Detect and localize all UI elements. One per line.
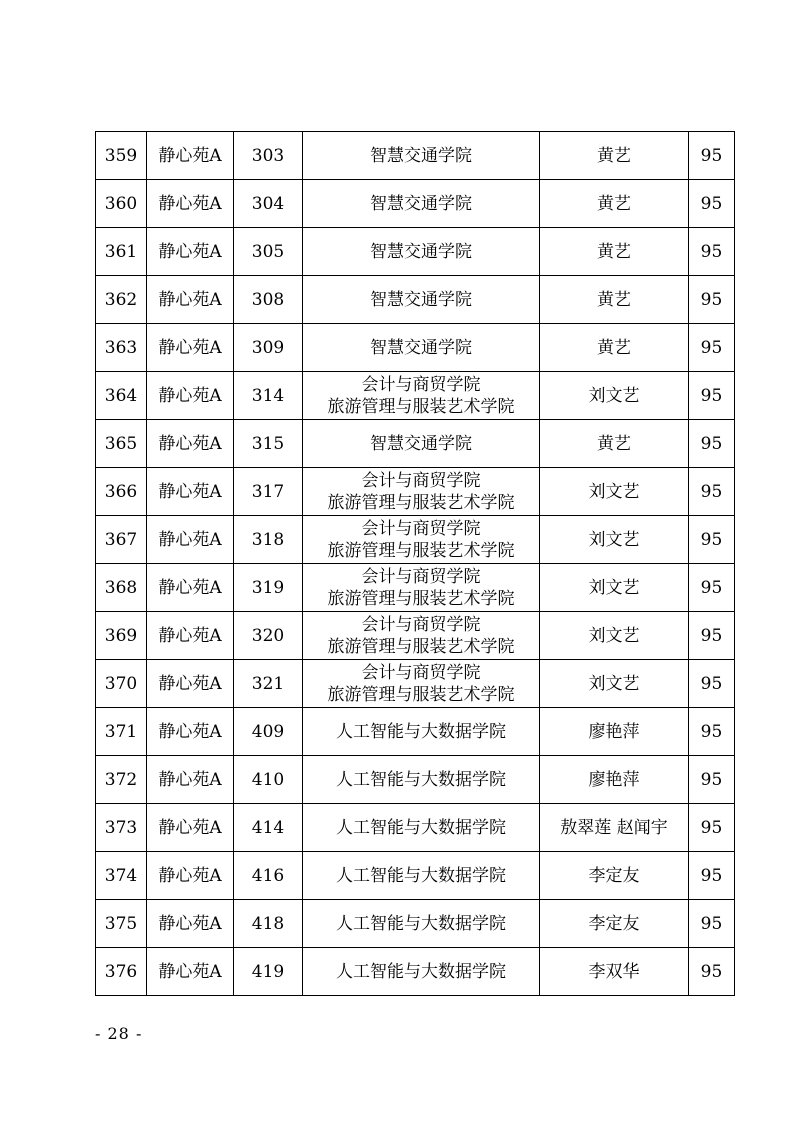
contact-cell: 黄艺 <box>540 324 689 372</box>
row-number-cell: 365 <box>96 420 147 468</box>
college-name: 会计与商贸学院 <box>361 614 481 635</box>
room-cell: 409 <box>234 708 303 756</box>
table-row <box>96 372 735 420</box>
college-name: 智慧交通学院 <box>370 337 472 358</box>
room-cell: 419 <box>234 948 303 996</box>
dormitory-score-table <box>95 131 735 996</box>
contact-cell: 黄艺 <box>540 132 689 180</box>
score-cell: 95 <box>689 756 735 804</box>
table-body <box>96 132 735 996</box>
room-cell: 414 <box>234 804 303 852</box>
contact-cell: 黄艺 <box>540 420 689 468</box>
building-cell: 静心苑A <box>147 852 234 900</box>
building-cell: 静心苑A <box>147 276 234 324</box>
score-cell: 95 <box>689 900 735 948</box>
row-number-cell: 369 <box>96 612 147 660</box>
room-cell: 308 <box>234 276 303 324</box>
score-cell: 95 <box>689 180 735 228</box>
room-cell: 315 <box>234 420 303 468</box>
table-row <box>96 420 735 468</box>
row-number-cell: 360 <box>96 180 147 228</box>
building-cell: 静心苑A <box>147 708 234 756</box>
room-cell: 410 <box>234 756 303 804</box>
table-row <box>96 612 735 660</box>
room-cell: 317 <box>234 468 303 516</box>
page-number: - 28 - <box>95 1024 143 1043</box>
row-number-cell: 370 <box>96 660 147 708</box>
contact-cell: 李定友 <box>540 900 689 948</box>
contact-cell: 刘文艺 <box>540 468 689 516</box>
building-cell: 静心苑A <box>147 324 234 372</box>
contact-cell: 李双华 <box>540 948 689 996</box>
building-cell: 静心苑A <box>147 228 234 276</box>
college-cell <box>303 228 540 276</box>
score-cell: 95 <box>689 516 735 564</box>
row-number-cell: 366 <box>96 468 147 516</box>
college-cell <box>303 180 540 228</box>
contact-cell: 刘文艺 <box>540 516 689 564</box>
college-name: 智慧交通学院 <box>370 145 472 166</box>
college-cell <box>303 420 540 468</box>
table-row <box>96 228 735 276</box>
room-cell: 304 <box>234 180 303 228</box>
college-name: 旅游管理与服装艺术学院 <box>327 588 515 609</box>
table-row <box>96 276 735 324</box>
row-number-cell: 376 <box>96 948 147 996</box>
table-row <box>96 564 735 612</box>
score-cell: 95 <box>689 948 735 996</box>
college-name: 智慧交通学院 <box>370 241 472 262</box>
score-cell: 95 <box>689 324 735 372</box>
contact-cell: 刘文艺 <box>540 612 689 660</box>
college-name: 会计与商贸学院 <box>361 374 481 395</box>
room-cell: 418 <box>234 900 303 948</box>
contact-cell: 刘文艺 <box>540 564 689 612</box>
room-cell: 309 <box>234 324 303 372</box>
row-number-cell: 373 <box>96 804 147 852</box>
college-name: 人工智能与大数据学院 <box>336 769 506 790</box>
building-cell: 静心苑A <box>147 660 234 708</box>
college-name: 旅游管理与服装艺术学院 <box>327 540 515 561</box>
building-cell: 静心苑A <box>147 420 234 468</box>
table-row <box>96 468 735 516</box>
college-name: 人工智能与大数据学院 <box>336 961 506 982</box>
table-row <box>96 900 735 948</box>
row-number-cell: 364 <box>96 372 147 420</box>
building-cell: 静心苑A <box>147 132 234 180</box>
college-cell <box>303 132 540 180</box>
building-cell: 静心苑A <box>147 180 234 228</box>
room-cell: 321 <box>234 660 303 708</box>
building-cell: 静心苑A <box>147 516 234 564</box>
college-name: 会计与商贸学院 <box>361 662 481 683</box>
room-cell: 320 <box>234 612 303 660</box>
college-cell <box>303 324 540 372</box>
college-name: 会计与商贸学院 <box>361 566 481 587</box>
score-cell: 95 <box>689 372 735 420</box>
college-name: 旅游管理与服装艺术学院 <box>327 492 515 513</box>
row-number-cell: 368 <box>96 564 147 612</box>
college-name: 旅游管理与服装艺术学院 <box>327 396 515 417</box>
score-cell: 95 <box>689 804 735 852</box>
college-name: 人工智能与大数据学院 <box>336 817 506 838</box>
college-cell <box>303 756 540 804</box>
score-cell: 95 <box>689 228 735 276</box>
building-cell: 静心苑A <box>147 372 234 420</box>
row-number-cell: 374 <box>96 852 147 900</box>
room-cell: 318 <box>234 516 303 564</box>
contact-cell: 黄艺 <box>540 228 689 276</box>
college-name: 智慧交通学院 <box>370 433 472 454</box>
college-cell <box>303 948 540 996</box>
score-cell: 95 <box>689 612 735 660</box>
contact-cell: 刘文艺 <box>540 372 689 420</box>
score-cell: 95 <box>689 852 735 900</box>
college-cell <box>303 660 540 708</box>
contact-cell: 刘文艺 <box>540 660 689 708</box>
score-cell: 95 <box>689 276 735 324</box>
building-cell: 静心苑A <box>147 804 234 852</box>
contact-cell: 黄艺 <box>540 180 689 228</box>
college-cell <box>303 468 540 516</box>
building-cell: 静心苑A <box>147 756 234 804</box>
contact-cell: 廖艳萍 <box>540 708 689 756</box>
score-cell: 95 <box>689 420 735 468</box>
table-row <box>96 852 735 900</box>
room-cell: 416 <box>234 852 303 900</box>
building-cell: 静心苑A <box>147 564 234 612</box>
building-cell: 静心苑A <box>147 900 234 948</box>
row-number-cell: 371 <box>96 708 147 756</box>
table-row <box>96 132 735 180</box>
row-number-cell: 362 <box>96 276 147 324</box>
table-row <box>96 180 735 228</box>
row-number-cell: 372 <box>96 756 147 804</box>
college-cell <box>303 900 540 948</box>
row-number-cell: 361 <box>96 228 147 276</box>
table-row <box>96 804 735 852</box>
college-name: 人工智能与大数据学院 <box>336 721 506 742</box>
college-name: 人工智能与大数据学院 <box>336 913 506 934</box>
college-name: 旅游管理与服装艺术学院 <box>327 684 515 705</box>
building-cell: 静心苑A <box>147 948 234 996</box>
score-cell: 95 <box>689 564 735 612</box>
row-number-cell: 359 <box>96 132 147 180</box>
college-cell <box>303 852 540 900</box>
contact-cell: 黄艺 <box>540 276 689 324</box>
college-cell <box>303 276 540 324</box>
room-cell: 305 <box>234 228 303 276</box>
college-name: 人工智能与大数据学院 <box>336 865 506 886</box>
college-name: 会计与商贸学院 <box>361 470 481 491</box>
score-cell: 95 <box>689 132 735 180</box>
room-cell: 319 <box>234 564 303 612</box>
contact-cell: 廖艳萍 <box>540 756 689 804</box>
score-cell: 95 <box>689 708 735 756</box>
contact-cell: 敖翠莲 赵闻宇 <box>540 804 689 852</box>
table-row <box>96 324 735 372</box>
building-cell: 静心苑A <box>147 468 234 516</box>
college-cell <box>303 612 540 660</box>
college-cell <box>303 516 540 564</box>
college-cell <box>303 564 540 612</box>
college-cell <box>303 372 540 420</box>
table-row <box>96 756 735 804</box>
college-name: 智慧交通学院 <box>370 289 472 310</box>
table-row <box>96 708 735 756</box>
table-row <box>96 516 735 564</box>
score-cell: 95 <box>689 468 735 516</box>
table-row <box>96 948 735 996</box>
college-name: 会计与商贸学院 <box>361 518 481 539</box>
row-number-cell: 363 <box>96 324 147 372</box>
room-cell: 314 <box>234 372 303 420</box>
row-number-cell: 367 <box>96 516 147 564</box>
table-row <box>96 660 735 708</box>
row-number-cell: 375 <box>96 900 147 948</box>
contact-cell: 李定友 <box>540 852 689 900</box>
college-cell <box>303 708 540 756</box>
college-cell <box>303 804 540 852</box>
score-cell: 95 <box>689 660 735 708</box>
college-name: 智慧交通学院 <box>370 193 472 214</box>
building-cell: 静心苑A <box>147 612 234 660</box>
college-name: 旅游管理与服装艺术学院 <box>327 636 515 657</box>
room-cell: 303 <box>234 132 303 180</box>
